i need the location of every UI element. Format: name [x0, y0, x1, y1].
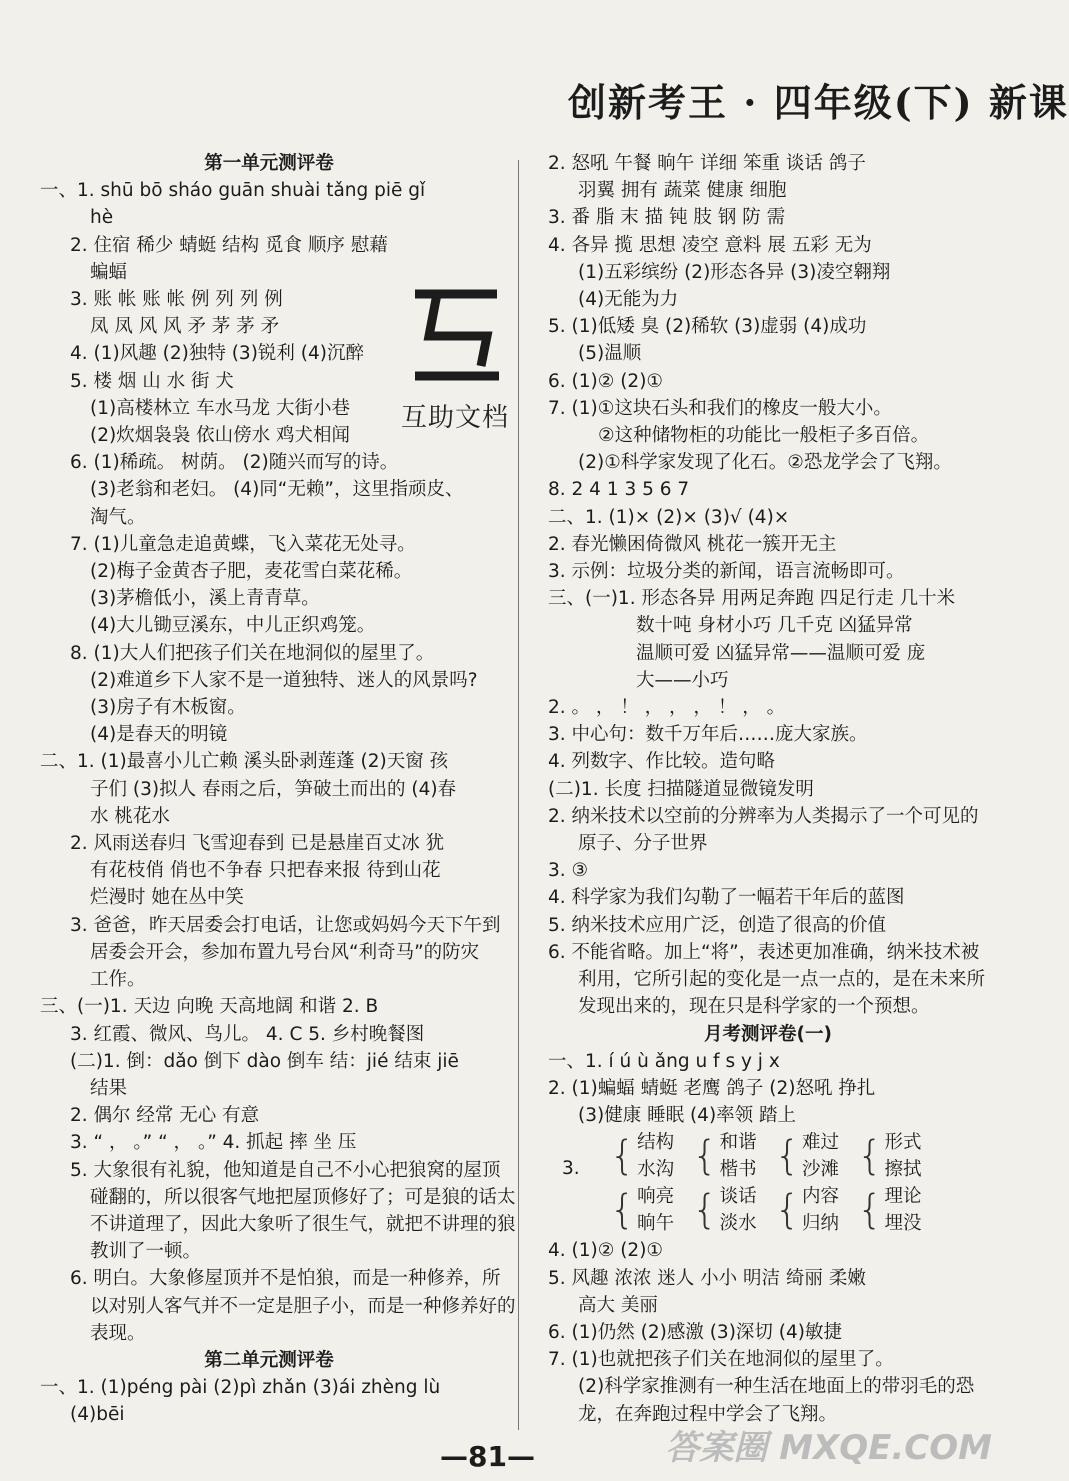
- answer-line: 2. 春光懒困倚微风 桃花一簇开无主: [548, 533, 837, 555]
- answer-line: 一、1. (1)péng pài (2)pì zhǎn (3)ái zhèng lù: [40, 1377, 441, 1399]
- section-title: 第二单元测评卷: [204, 1349, 334, 1371]
- page-number: —81—: [440, 1440, 535, 1473]
- brace-icon: {: [609, 1133, 636, 1180]
- answer-line: 7. (1)也就把孩子们关在地洞似的屋里了。: [548, 1349, 894, 1371]
- answer-line: 4. 科学家为我们勾勒了一幅若干年后的蓝图: [548, 887, 905, 909]
- brace-row: [610, 1183, 940, 1237]
- answer-line: 高大 美丽: [578, 1294, 658, 1316]
- answer-line: 4. (1)② (2)①: [548, 1240, 663, 1262]
- watermark-logo-icon: [407, 284, 507, 384]
- answer-line: 3. 中心句：数千万年后……庞大家族。: [548, 724, 868, 746]
- answer-line: (二)1. 倒：dǎo 倒下 dào 倒车 结：jié 结束 jiē: [70, 1050, 459, 1072]
- answer-line: 2. 怒吼 午餐 晌午 详细 笨重 谈话 鸽子: [548, 153, 866, 174]
- answer-line: 5. 纳米技术应用广泛，创造了很高的价值: [548, 914, 887, 936]
- brace-pair: [775, 1183, 839, 1237]
- answer-line: 3. “ ， 。” “ ， 。” 4. 抓起 摔 坐 压: [70, 1132, 357, 1154]
- brace-pair: [610, 1129, 674, 1183]
- answer-line: 5. (1)低矮 臭 (2)稀软 (3)虚弱 (4)成功: [548, 316, 867, 338]
- brace-word: 楷书: [719, 1159, 757, 1181]
- answer-line: 淘气。: [90, 506, 146, 528]
- answer-line: (3)健康 睡眠 (4)率领 踏上: [578, 1105, 797, 1127]
- answer-line: 表现。: [90, 1322, 146, 1344]
- brace-icon: {: [857, 1133, 883, 1180]
- answer-line: 6. 明白。大象修屋顶并不是怕狼，而是一种修养，所: [70, 1268, 501, 1290]
- answer-line: 5. 风趣 浓浓 迷人 小小 明洁 绮丽 柔嫩: [548, 1267, 866, 1289]
- answer-line: 3. 账 帐 账 帐 例 列 列 例: [70, 289, 283, 311]
- brace-word: 谈话: [719, 1186, 757, 1208]
- section-title: 月考测评卷(一): [704, 1023, 832, 1045]
- answer-line: 3. 红霞、微风、鸟儿。 4. C 5. 乡村晚餐图: [70, 1023, 425, 1045]
- answer-line: 一、1. í ú ù ǎng u f s y j x: [548, 1050, 780, 1072]
- page-header: [0, 0, 1069, 150]
- answer-line: 数十吨 身材小巧 几千克 凶猛异常: [636, 615, 913, 637]
- brace-word: 形式: [884, 1132, 922, 1154]
- answer-line: 工作。: [90, 969, 146, 991]
- answer-line: 蝙蝠: [90, 261, 128, 283]
- brace-pair: [857, 1183, 921, 1237]
- q3-label: 3.: [562, 1158, 580, 1180]
- answer-line: (2)难道乡下人家不是一道独特、迷人的风景吗?: [90, 669, 478, 691]
- answer-line: 羽翼 拥有 蔬菜 健康 细胞: [578, 180, 787, 202]
- watermark: [395, 272, 525, 442]
- answer-line: 8. 2 4 1 3 5 6 7: [548, 479, 690, 501]
- answer-line: (4)无能为力: [578, 289, 679, 311]
- answer-line: hè: [90, 207, 114, 229]
- brace-pair: [610, 1183, 674, 1237]
- answer-line: 子们 (3)拟人 春雨之后，笋破土而出的 (4)春: [90, 778, 457, 800]
- watermark-text: 互助文档: [401, 403, 510, 433]
- brace-word: 擦拭: [884, 1159, 922, 1181]
- answer-line: (5)温顺: [578, 343, 642, 365]
- answer-line: (3)房子有木板窗。: [90, 697, 246, 719]
- answer-line: 发现出来的，现在只是科学家的一个预想。: [578, 996, 930, 1018]
- brace-section: [548, 1129, 988, 1237]
- answer-line: 三、(一)1. 形态各异 用两足奔跑 四足行走 几十米: [548, 588, 956, 610]
- answer-line: 大——小巧: [636, 669, 729, 691]
- answer-line: 结果: [90, 1077, 128, 1099]
- answer-line: 4. (1)风趣 (2)独特 (3)锐利 (4)沉醉: [70, 343, 364, 365]
- answer-line: 居委会开会，参加布置九号台风“利奇马”的防灾: [90, 941, 480, 963]
- brace-pair: [692, 1183, 756, 1237]
- answer-line: (1)高楼林立 车水马龙 大街小巷: [90, 397, 350, 419]
- answer-line: 原子、分子世界: [578, 833, 708, 855]
- answer-line: 二、1. (1)× (2)× (3)√ (4)×: [548, 506, 790, 528]
- answer-line: 6. (1)② (2)①: [548, 370, 663, 392]
- answer-line: 6. (1)稀疏。 树荫。 (2)随兴而写的诗。: [70, 452, 399, 474]
- answer-line: (4)是春天的明镜: [90, 724, 228, 746]
- answer-line: 以对别人客气并不一定是胆子小，而是一种修养好的: [90, 1295, 516, 1317]
- right-column-bottom: [548, 1237, 988, 1427]
- answer-line: 2. 。 ， ！ ， ， ， ！ ， 。: [548, 697, 786, 719]
- answer-line: 2. 偶尔 经常 无心 有意: [70, 1105, 260, 1127]
- answer-line: 6. 不能省略。加上“将”，表述更加准确，纳米技术被: [548, 941, 980, 963]
- answer-line: 8. (1)大人们把孩子们关在地洞似的屋里了。: [70, 642, 435, 664]
- brace-word: 和谐: [719, 1132, 757, 1154]
- brace-pair: [692, 1129, 756, 1183]
- answer-line: (二)1. 长度 扫描隧道显微镜发明: [548, 778, 814, 800]
- brace-icon: {: [692, 1133, 718, 1180]
- answer-line: (2)梅子金黄杏子肥，麦花雪白菜花稀。: [90, 561, 413, 583]
- answer-line: 7. (1)①这块石头和我们的橡皮一般大小。: [548, 397, 892, 419]
- answer-line: 3. ③: [548, 860, 589, 882]
- answer-line: 2. 住宿 稀少 蜻蜓 结构 觅食 顺序 慰藉: [70, 234, 388, 256]
- answer-line: 龙，在奔跑过程中学会了飞翔。: [578, 1403, 838, 1425]
- answer-line: 3. 示例：垃圾分类的新闻，语言流畅即可。: [548, 561, 905, 583]
- answer-line: 3. 番 脂 末 描 钝 肢 钢 防 需: [548, 207, 786, 229]
- brace-icon: {: [857, 1187, 883, 1234]
- answer-line: 碰翻的，所以很客气地把屋顶修好了；可是狼的话太: [90, 1186, 516, 1208]
- right-column: [548, 150, 988, 1428]
- answer-line: 4. 各异 揽 思想 凌空 意料 展 五彩 无为: [548, 234, 872, 256]
- right-column-top: [548, 150, 988, 1129]
- answer-line: 5. 大象很有礼貌，他知道是自己不小心把狼窝的屋顶: [70, 1159, 501, 1181]
- header-title: 创新考王 · 四年级(下) 新课: [568, 80, 1069, 125]
- answer-line: (4)bēi: [70, 1404, 125, 1426]
- answer-line: 4. 列数字、作比较。造句略: [548, 751, 776, 773]
- brace-word: 水沟: [637, 1159, 675, 1181]
- answer-line: 凤 凤 风 风 矛 茅 茅 矛: [90, 316, 280, 338]
- brace-word: 响亮: [637, 1186, 675, 1208]
- brace-word: 难过: [802, 1132, 840, 1154]
- section-title: 第一单元测评卷: [204, 153, 334, 174]
- answer-line: (2)①科学家发现了化石。②恐龙学会了飞翔。: [578, 452, 952, 474]
- answer-line: (3)茅檐低小，溪上青青草。: [90, 588, 320, 610]
- answer-line: (3)老翁和老妇。 (4)同“无赖”，这里指顽皮、: [90, 479, 464, 501]
- brace-word: 埋没: [884, 1213, 922, 1235]
- brace-word: 沙滩: [802, 1159, 840, 1181]
- brace-row: [610, 1129, 940, 1183]
- brace-word: 归纳: [802, 1213, 840, 1235]
- brace-icon: {: [774, 1187, 801, 1234]
- answer-line: (4)大儿锄豆溪东，中儿正织鸡笼。: [90, 615, 376, 637]
- corner-watermark: 答案圈 MXQE.COM: [665, 1428, 992, 1468]
- brace-icon: {: [774, 1133, 801, 1180]
- answer-line: 水 桃花水: [90, 805, 170, 827]
- answer-line: 7. (1)儿童急走追黄蝶，飞入菜花无处寻。: [70, 533, 416, 555]
- answer-line: 6. (1)仍然 (2)感激 (3)深切 (4)敏捷: [548, 1321, 842, 1343]
- answer-line: 5. 楼 烟 山 水 街 犬: [70, 370, 234, 392]
- answer-line: 2. 风雨送春归 飞雪迎春到 已是悬崖百丈冰 犹: [70, 833, 445, 855]
- brace-word: 内容: [802, 1186, 840, 1208]
- answer-line: 2. (1)蝙蝠 蜻蜓 老鹰 鸽子 (2)怒吼 挣扎: [548, 1077, 876, 1099]
- answer-line: 教训了一顿。: [90, 1241, 202, 1263]
- answer-line: 不讲道理了，因此大象听了很生气，就把不讲理的狼: [90, 1213, 516, 1235]
- answer-line: 二、1. (1)最喜小儿亡赖 溪头卧剥莲蓬 (2)天窗 孩: [40, 751, 449, 773]
- answer-line: (2)科学家推测有一种生活在地面上的带羽毛的恐: [578, 1376, 975, 1398]
- answer-line: 利用，它所引起的变化是一点一点的，是在未来所: [578, 969, 986, 991]
- brace-pair: [857, 1129, 921, 1183]
- answer-line: (2)炊烟袅袅 依山傍水 鸡犬相闻: [90, 425, 350, 447]
- brace-word: 结构: [637, 1132, 675, 1154]
- answer-line: (1)五彩缤纷 (2)形态各异 (3)凌空翱翔: [578, 261, 891, 283]
- answer-line: 2. 纳米技术以空前的分辨率为人类揭示了一个可见的: [548, 805, 979, 827]
- answer-line: 温顺可爱 凶猛异常——温顺可爱 庞: [636, 642, 926, 664]
- brace-word: 淡水: [719, 1213, 757, 1235]
- brace-pair: [775, 1129, 839, 1183]
- answer-line: 一、1. shū bō sháo guān shuài tǎng piē gǐ: [40, 180, 426, 202]
- brace-area: [580, 1129, 940, 1237]
- answer-line: ②这种储物柜的功能比一般柜子多百倍。: [598, 425, 930, 447]
- answer-line: 烂漫时 她在丛中笑: [90, 887, 244, 909]
- answer-line: 三、(一)1. 天边 向晚 天高地阔 和谐 2. B: [40, 996, 379, 1018]
- answer-line: 有花枝俏 俏也不争春 只把春来报 待到山花: [90, 860, 441, 882]
- brace-word: 理论: [884, 1186, 922, 1208]
- brace-icon: {: [609, 1187, 636, 1234]
- brace-icon: {: [692, 1187, 718, 1234]
- brace-word: 晌午: [637, 1213, 675, 1235]
- answer-line: 3. 爸爸，昨天居委会打电话，让您或妈妈今天下午到: [70, 914, 501, 936]
